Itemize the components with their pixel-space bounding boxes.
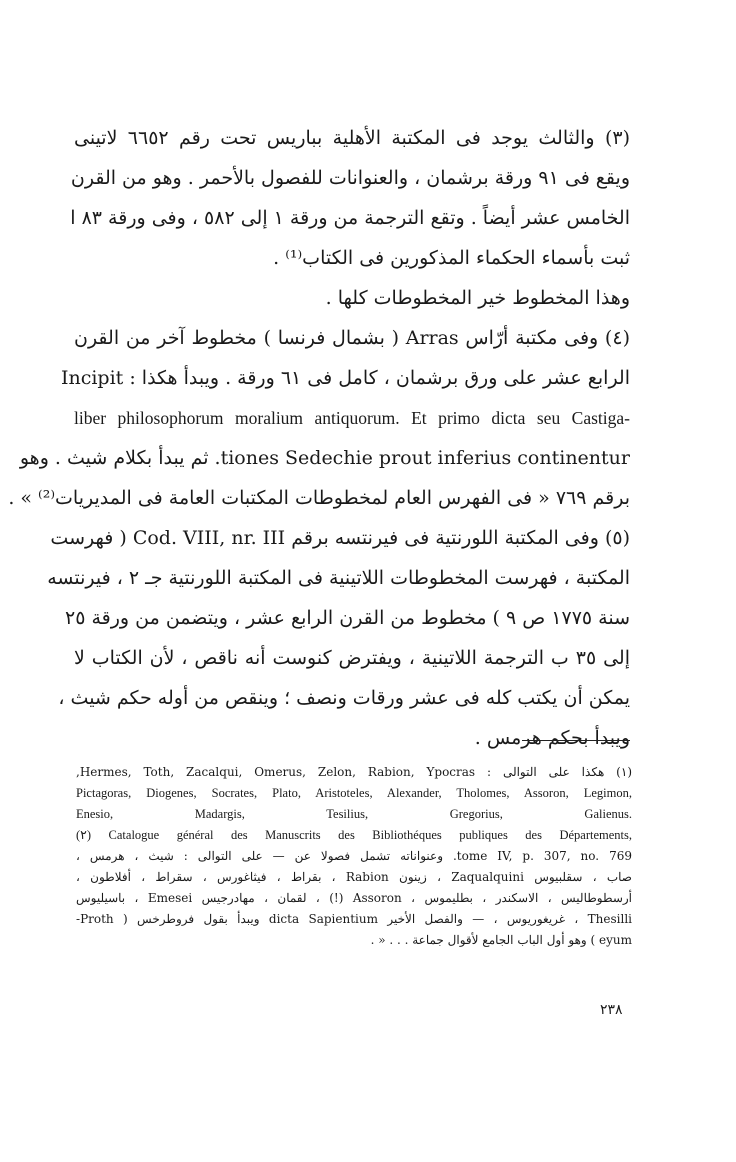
footnote-line: أرسطوطاليس ، الاسكندر ، بطليموس ، Assoron (!) ، لقمان ، مهادرجيس Emesei ، باسيليوس [76, 891, 632, 905]
text-line: (٣) والثالث يوجد فى المكتبة الأهلية بباريس تحت رقم ٦٦٥٢ لاتينى [74, 127, 631, 149]
text-line: المكتبة ، فهرست المخطوطات اللاتينية فى المكتبة اللورنتية جـ ٢ ، فيرنتسه [47, 567, 630, 589]
text-line: (٤) وفى مكتبة أرّاس Arras ( بشمال فرنسا ) مخطوط آخر من القرن [74, 327, 630, 349]
footnote-line: tome IV, p. 307, no. 769. وعنواناته تشمل فصولا عن — على التوالى : شيث ، هرمس ، [76, 849, 632, 863]
footnote-line: صاب ، سقلبيوس Zaqualquini ، زينون Rabion ، بقراط ، فيثاغورس ، سقراط ، أفلاطون ، [76, 870, 632, 884]
text-line: (٥) وفى المكتبة اللورنتية فى فيرنتسه برقم Cod. VIII, nr. III ( فهرست [50, 527, 630, 549]
footnote-line: Enesio, Madargis, Tesilius, Gregorius, Galienus. [76, 807, 632, 821]
text-line: برقم ٧٦٩ « فى الفهرس العام لمخطوطات المكتبات العامة فى المديريات⁽²⁾ » . [8, 487, 630, 509]
text-line: وهذا المخطوط خير المخطوطات كلها . [325, 287, 630, 309]
footnote-line: eyum ) وهو أول الباب الجامع لأقوال جماعة . . . « . [370, 933, 632, 947]
text-line: الخامس عشر أيضاً . وتقع الترجمة من ورقة ١ إلى ٥٨٢ ، وفى ورقة ٨٣ ا [70, 207, 630, 229]
footnotes [76, 762, 632, 951]
text-line: ويبدأ بحكم هرمس . [474, 727, 630, 749]
footnote-line: (٢) Catalogue général des Manuscrits des Bibliothéques publiques des Départements, [76, 828, 632, 842]
text-line: liber philosophorum moralium antiquorum. Et primo dicta seu Castiga- [74, 408, 630, 428]
footnote-line: (١) هكذا على التوالى : Hermes, Toth, Zacalqui, Omerus, Zelon, Rabion, Ypocras, [76, 765, 632, 779]
text-line: إلى ٣٥ ب الترجمة اللاتينية ، ويفترض كنوست أنه ناقص ، لأن الكتاب لا [74, 647, 631, 669]
page-number: ٢٣٨ [600, 1002, 623, 1018]
footnote-line: Thesilli ، غريغوريوس ، — والفصل الأخير dicta Sapientium ويبدأ بقول فروطرخس ( Proth- [76, 912, 632, 926]
text-line: يمكن أن يكتب كله فى عشر ورقات ونصف ؛ وينقص من أوله حكم شيث ، [58, 687, 630, 709]
text-line: سنة ١٧٧٥ ص ٩ ) مخطوط من القرن الرابع عشر ، ويتضمن من ورقة ٢٥ [65, 607, 630, 629]
text-line: ثبت بأسماء الحكماء المذكورين فى الكتاب⁽¹⁾ . [273, 247, 630, 269]
text-line: tiones Sedechie prout inferius continentur. ثم يبدأ بكلام شيث . وهو [19, 447, 630, 469]
text-line: الرابع عشر على ورق برشمان ، كامل فى ٦١ ورقة . ويبدأ هكذا : Incipit [60, 367, 630, 389]
text-line: ويقع فى ٩١ ورقة برشمان ، والعنوانات للفصول بالأحمر . وهو من القرن [70, 167, 630, 189]
footnote-line: Pictagoras, Diogenes, Socrates, Plato, Aristoteles, Alexander, Tholomes, Assoron, Legimon, [76, 786, 632, 800]
main-text [8, 118, 631, 758]
footnote-separator [522, 740, 630, 741]
